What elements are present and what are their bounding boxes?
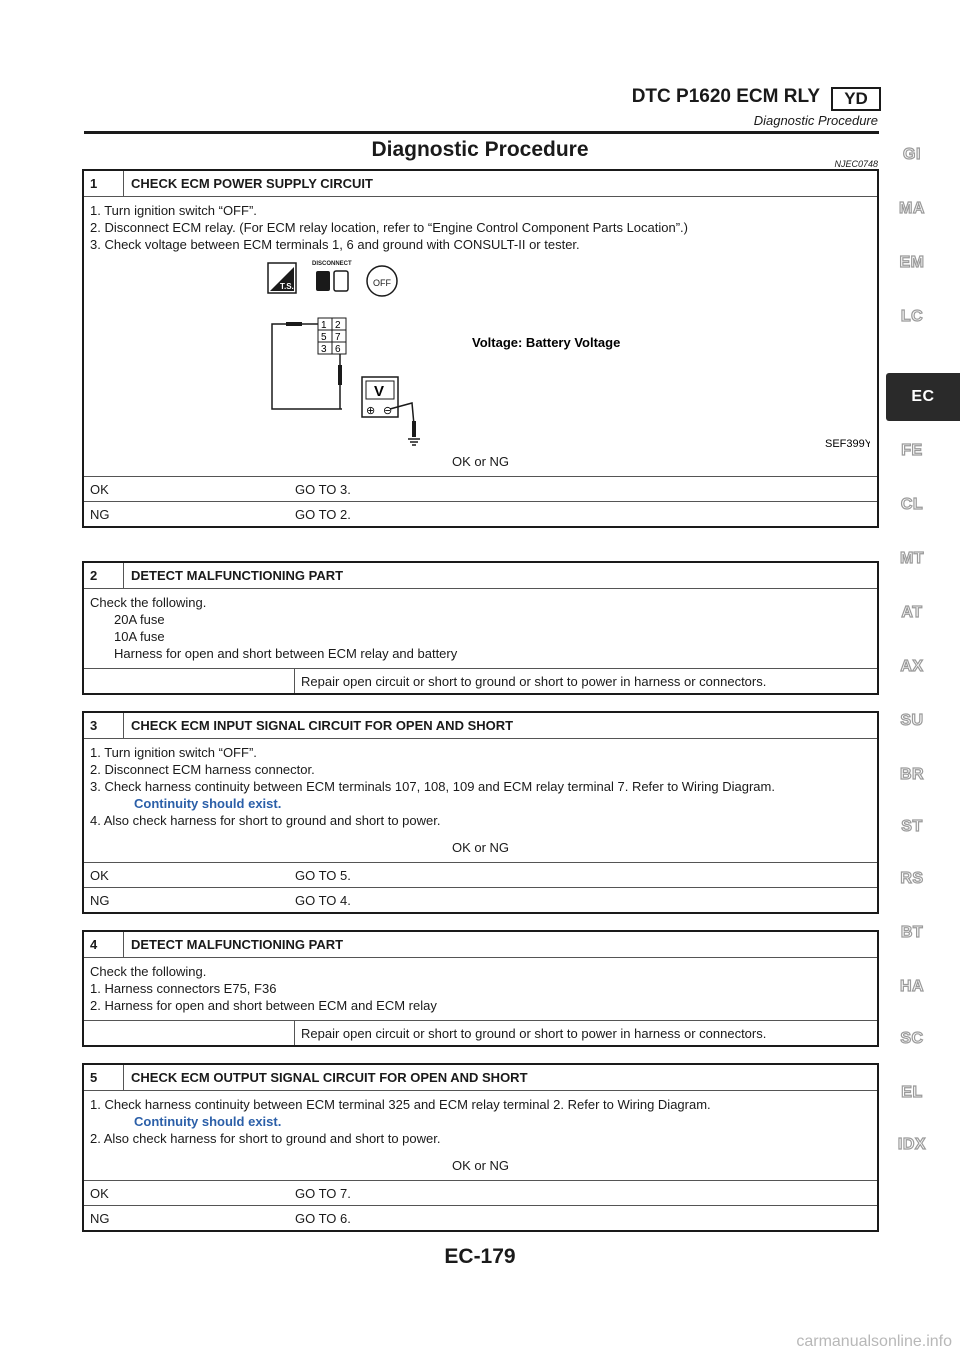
instruction-line: 2. Disconnect ECM harness connector. <box>90 762 315 777</box>
result-row-ng <box>84 887 877 912</box>
tab-ec[interactable]: EC <box>886 373 960 421</box>
instruction-line: Check the following. <box>90 964 207 979</box>
step-body <box>84 1090 877 1180</box>
result-value: GO TO 7. <box>295 1185 351 1201</box>
voltage-spec: Voltage: Battery Voltage <box>472 335 621 350</box>
step-number: 1 <box>84 171 124 196</box>
result-key: NG <box>90 506 110 522</box>
step-header <box>84 1065 877 1090</box>
result-value: GO TO 4. <box>295 892 351 908</box>
instruction-line: 3. Check voltage between ECM terminals 1, 6 and ground with CONSULT-II or tester. <box>90 237 580 252</box>
step-3-block <box>82 711 879 914</box>
repair-text: Repair open circuit or short to ground or short to power in harness or connectors. <box>301 1025 767 1041</box>
section-code: NJEC0748 <box>834 159 878 169</box>
result-row-ok <box>84 476 877 501</box>
instruction-line: Check the following. <box>90 595 207 610</box>
page-number: EC-179 <box>444 1245 516 1268</box>
step-5-block <box>82 1063 879 1232</box>
result-key: OK <box>90 481 109 497</box>
tab-lc[interactable]: LC <box>900 308 924 325</box>
tab-bt[interactable]: BT <box>900 924 924 941</box>
step-body <box>84 588 877 668</box>
instruction-line: 2. Also check harness for short to ground and short to power. <box>90 1131 441 1146</box>
repair-spacer <box>84 669 295 693</box>
meter-minus: ⊖ <box>383 405 393 417</box>
result-row-ng <box>84 501 877 526</box>
result-key: NG <box>90 892 110 908</box>
pin-label: 7 <box>335 332 341 343</box>
pin-label: 1 <box>321 320 327 331</box>
step-body <box>84 957 877 1020</box>
header-subtitle: Diagnostic Procedure <box>753 113 878 128</box>
tab-st[interactable]: ST <box>901 818 923 835</box>
tab-el[interactable]: EL <box>901 1084 923 1101</box>
step-body <box>84 196 877 476</box>
pin-label: 3 <box>321 344 327 355</box>
step-number: 4 <box>84 932 124 957</box>
instruction-line: 1. Check harness continuity between ECM terminal 325 and ECM relay terminal 2. Refer to Wiring Diagram. <box>90 1097 711 1112</box>
voltmeter-label: V <box>374 383 385 400</box>
step-title: DETECT MALFUNCTIONING PART <box>131 937 344 952</box>
continuity-spec: Continuity should exist. <box>134 796 282 811</box>
instruction-line: 1. Turn ignition switch “OFF”. <box>90 203 257 218</box>
check-item: 20A fuse <box>114 612 165 627</box>
voltage-figure <box>90 253 871 453</box>
instruction-line: 3. Check harness continuity between ECM terminals 107, 108, 109 and ECM relay terminal 7. Refer to Wiring Diagram. <box>90 779 775 794</box>
connector-icon <box>334 271 348 291</box>
tab-gi[interactable]: GI <box>903 146 921 163</box>
result-value: GO TO 3. <box>295 481 351 497</box>
result-value: GO TO 2. <box>295 506 351 522</box>
result-key: OK <box>90 867 109 883</box>
watermark: carmanualsonline.info <box>796 1333 952 1350</box>
tab-rs[interactable]: RS <box>900 870 924 887</box>
tab-ax[interactable]: AX <box>900 658 924 675</box>
step-2-block <box>82 561 879 695</box>
pin-label: 2 <box>335 320 341 331</box>
step-1-block <box>82 169 879 528</box>
tab-su[interactable]: SU <box>900 712 924 729</box>
step-header <box>84 713 877 738</box>
figure-code: SEF399Y <box>825 438 870 450</box>
step-body <box>84 738 877 862</box>
instruction-line: 1. Harness connectors E75, F36 <box>90 981 277 996</box>
ts-label: T.S. <box>280 282 294 291</box>
repair-spacer <box>84 1021 295 1045</box>
repair-row <box>84 1020 877 1045</box>
check-item: 10A fuse <box>114 629 165 644</box>
tab-br[interactable]: BR <box>899 766 925 783</box>
result-row-ng <box>84 1205 877 1230</box>
result-row-ok <box>84 862 877 887</box>
tab-ma[interactable]: MA <box>899 200 925 217</box>
meter-plus: ⊕ <box>366 405 376 417</box>
pin-label: 5 <box>321 332 327 343</box>
step-header <box>84 932 877 957</box>
result-key: OK <box>90 1185 109 1201</box>
header-title: DTC P1620 ECM RLY <box>631 86 820 107</box>
instruction-line: 4. Also check harness for short to ground and short to power. <box>90 813 441 828</box>
tab-mt[interactable]: MT <box>899 550 925 567</box>
tab-sc[interactable]: SC <box>900 1030 924 1047</box>
section-badge: YD <box>831 87 881 111</box>
instruction-line: 1. Turn ignition switch “OFF”. <box>90 745 257 760</box>
header-rule <box>84 131 879 134</box>
tab-fe[interactable]: FE <box>901 442 923 459</box>
ok-ng-question: OK or NG <box>451 1158 510 1173</box>
voltage-diagram <box>90 253 870 453</box>
repair-text: Repair open circuit or short to ground or short to power in harness or connectors. <box>301 673 767 689</box>
instruction-line: 2. Disconnect ECM relay. (For ECM relay location, refer to “Engine Control Component Parts Location”.) <box>90 220 688 235</box>
tab-cl[interactable]: CL <box>900 496 924 513</box>
continuity-spec: Continuity should exist. <box>134 1114 282 1129</box>
step-number: 3 <box>84 713 124 738</box>
instruction-line: 2. Harness for open and short between ECM and ECM relay <box>90 998 437 1013</box>
result-key: NG <box>90 1210 110 1226</box>
tab-ha[interactable]: HA <box>899 978 925 995</box>
ok-ng-question: OK or NG <box>451 454 510 469</box>
step-title: CHECK ECM INPUT SIGNAL CIRCUIT FOR OPEN AND SHORT <box>131 718 514 733</box>
step-header <box>84 563 877 588</box>
connector-icon <box>316 271 330 291</box>
step-number: 5 <box>84 1065 124 1090</box>
section-title: Diagnostic Procedure <box>371 138 589 161</box>
result-row-ok <box>84 1180 877 1205</box>
check-item: Harness for open and short between ECM relay and battery <box>114 646 458 661</box>
ok-ng-question: OK or NG <box>451 840 510 855</box>
step-title: CHECK ECM POWER SUPPLY CIRCUIT <box>131 176 373 191</box>
result-value: GO TO 6. <box>295 1210 351 1226</box>
step-number: 2 <box>84 563 124 588</box>
disconnect-label: DISCONNECT <box>312 261 352 267</box>
step-4-block <box>82 930 879 1047</box>
result-value: GO TO 5. <box>295 867 351 883</box>
off-label: OFF <box>373 278 391 288</box>
step-title: CHECK ECM OUTPUT SIGNAL CIRCUIT FOR OPEN AND SHORT <box>131 1070 528 1085</box>
step-header <box>84 171 877 196</box>
repair-row <box>84 668 877 693</box>
tab-at[interactable]: AT <box>901 604 923 621</box>
tab-em[interactable]: EM <box>899 254 925 271</box>
step-title: DETECT MALFUNCTIONING PART <box>131 568 344 583</box>
tab-idx[interactable]: IDX <box>897 1136 927 1153</box>
pin-label: 6 <box>335 344 341 355</box>
